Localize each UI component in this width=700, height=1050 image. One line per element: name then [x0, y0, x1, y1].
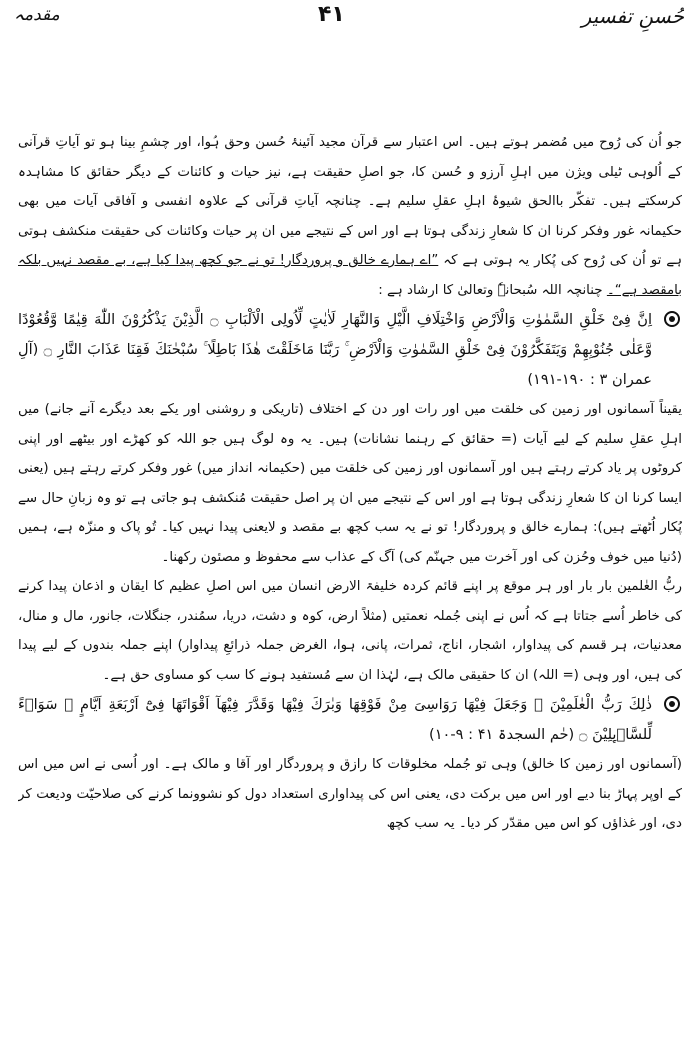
page-header [0, 0, 700, 40]
page-number: ۴۱ [318, 2, 345, 27]
quran-verse-1-text: اِنَّ فِیْ خَلْقِ السَّمٰوٰتِ وَالْاَرْضِ وَاخْتِلَافِ الَّیْلِ وَالنَّهَارِ لَاٰیٰتٍ لِّاُولِی الْاَلْبَابِ ۝ الَّذِیْنَ یَذْكُرُوْنَ اللّٰهَ قِیٰمًا وَّقُعُوْدًا وَّعَلٰی جُنُوْبِهِمْ وَیَتَفَكَّرُوْنَ فِیْ خَلْقِ السَّمٰوٰتِ وَالْاَرْضِ ۚ رَبَّنَا مَاخَلَقْتَ هٰذَا بَاطِلًا ۚ سُبْحٰنَكَ فَقِنَا عَذَابَ النَّارِ ۝ (آلِ عمران ۳ : ۱۹۰-۱۹۱) [18, 311, 653, 388]
running-title-left: مقدمہ [14, 5, 60, 25]
paragraph-1 [18, 128, 682, 305]
paragraph-4: (آسمانوں اور زمین کا خالق) وہی تو جُملہ مخلوقات کا رازق و پروردگار اور آقا و مالک ہے۔ اور اُسی نے اس میں اس کے اوپر پہاڑ بنا دیے اور اس میں برکت دی، یعنی اس کی پیداواری استعداد دول کو نشوونما کرنے کی صلاحیّت ودیعت کر دی، اور غذاؤں کو اس میں مقدّر کر دیا۔ یہ سب کچھ [18, 757, 682, 831]
quran-verse-2 [18, 690, 682, 750]
page-body [18, 128, 682, 1044]
running-title-right: حُسنِ تفسیر [581, 4, 684, 28]
verse-marker-icon [664, 311, 680, 327]
verse-marker-icon [664, 696, 680, 712]
paragraph-1-end: چنانچہ اللہ سُبحانہٗ وتعالیٰ کا ارشاد ہے : [378, 282, 603, 298]
paragraph-1-text: جو اُن کی رُوح میں مُضمر ہوتے ہیں۔ اس اعتبار سے قرآن مجید آئینۂ حُسن وحق ہُوا، اور چشمِ بینا ہو تو آیاتِ قرآنی کے اُلوہی ٹیلی ویژن میں اہلِ آرزو و حُسن کا، جو اصلِ حقیقت ہے، نیز حیات و کائنات کے دیگر حقائق کا مشاہدہ کرسکتے ہیں۔ تفکّر باالحق شیوۂ اہلِ عقلِ سلیم ہے۔ چنانچہ آیاتِ قرآنی کے علاوہ انفسی و آفاقی آیات میں بھی حکیمانہ غور وفکر کرنا ان کا شعارِ زندگی ہوتا ہے اور اس کے نتیجے میں ان پر حیات وکائنات کی حقیقت منکشف ہوتی ہے تو اُن کی رُوح کی پُکار یہ ہوتی ہے کہ [18, 135, 682, 268]
paragraph-3: ربُّ العٰلمین بار بار اور ہر موقع پر اپنے قائم کردہ خلیفۃ الارض انسان میں اس اصلِ عظیم کا ایقان و اذعان پیدا کرنے کی خاطر اُسے جتاتا ہے کہ اُس نے اپنی جُملہ نعمتیں (مثلاً ارض، کوہ و دشت، دریا، سمُندر، جنگلات، جانور، مال و منال، معدنیات، ہر قسم کی پیداوار، اشجار، اناج، ثمرات، پانی، ہوا، الغرض جملہ ذرائعِ پیداوار) اپنے جملہ بندوں کے لیے پیدا کی ہیں، اور وہی (= اللہ) ان کا حقیقی مالک ہے، لہٰذا ان سے مُستفید ہونے کا سب کو مساوی حق ہے۔ [18, 579, 682, 683]
paragraph-1-underlined: ”اے ہمارے خالق و پروردگار! تو نے جو کچھ پیدا کیا ہے، بے مقصد نہیں بلکہ بامقصد ہے“۔ [18, 253, 682, 298]
quran-verse-1 [18, 305, 682, 395]
paragraph-2: یقیناً آسمانوں اور زمین کی خلقت میں اور رات اور دن کے اختلاف (تاریکی و روشنی اور یکے بعد دیگرے آنے جانے) میں اہلِ عقلِ سلیم کے لیے آیات (= حقائق کے رہنما نشانات) ہیں۔ یہ وہ لوگ ہیں جو اللہ کو کھڑے اور بیٹھے اور اپنی کروٹوں پر یاد کرتے رہتے ہیں اور آسمانوں اور زمین کی خلقت میں (حکیمانہ انداز میں) غور وفکر کرتے رہتے ہیں (یعنی ایسا کرنا ان کا شعارِ زندگی ہوتا ہے اور اس کے نتیجے میں ان پر اصل حقیقت مُنکشف ہو جاتی ہے تو وہ زبانِ حال سے پُکار اُٹھتے ہیں): ہمارے خالق و پروردگار! تو نے یہ سب کچھ بے مقصد و لایعنی پیدا نہیں کیا۔ تُو پاک و منزّہ ہے، ہمیں (دُنیا میں خوف وحُزن کی اور آخرت میں جہنّم کی) آگ کے عذاب سے محفوظ و مصئون رکھنا۔ [18, 402, 682, 565]
quran-verse-2-text: ذٰلِكَ رَبُّ الْعٰلَمِیْنَ ۚ وَجَعَلَ فِیْهَا رَوَاسِیَ مِنْ فَوْقِهَا وَبٰرَكَ فِیْهَا وَقَدَّرَ فِیْهَآ اَقْوَاتَهَا فِیْٓ اَرْبَعَةِ اَیَّامٍ ۭ سَوَاۗءً لِّلسَّاۗىِٕلِیْنَ ۝ (حٰم السجدۃ ۴۱ : ۹-۱۰) [18, 696, 652, 743]
